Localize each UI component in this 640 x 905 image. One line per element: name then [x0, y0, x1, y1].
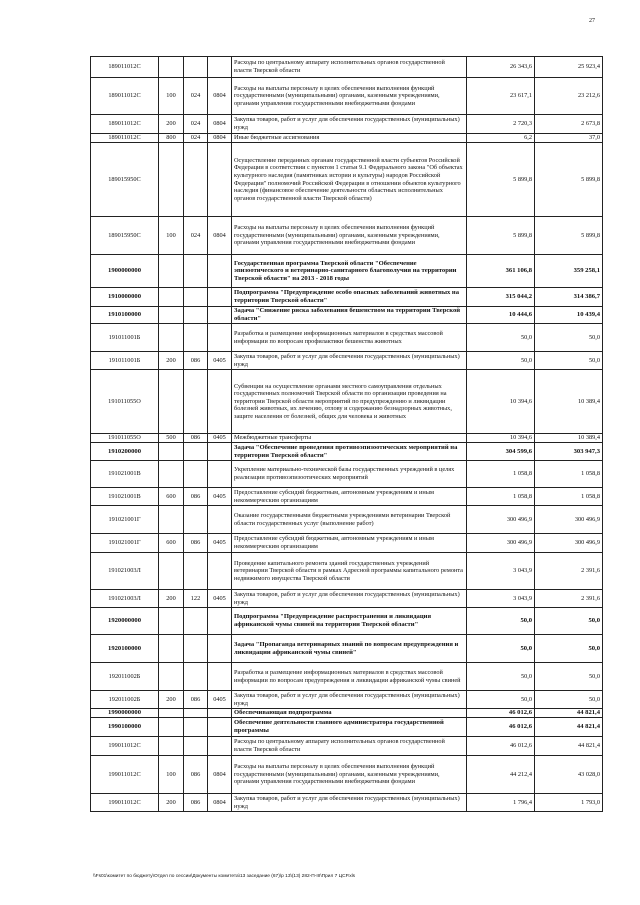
- table-row: [91, 590, 603, 608]
- amount-year-2: 44 821,4: [535, 737, 603, 756]
- target-article-code: 191021001Г: [91, 534, 159, 553]
- target-article-code: 189015950С: [91, 217, 159, 255]
- target-article-code: 191011055О: [91, 370, 159, 434]
- table-row: [91, 115, 603, 134]
- section-code: 0405: [208, 488, 232, 506]
- section-code: 0804: [208, 794, 232, 812]
- table-row: [91, 794, 603, 812]
- amount-year-2: 1 058,8: [535, 488, 603, 506]
- amount-year-1: 10 394,6: [467, 434, 535, 443]
- expense-type-code: [159, 461, 184, 488]
- expense-description: Субвенции на осуществление органами местного самоуправления отдельных государственных полномочий Тверской области по организации проведения на территории Тверской области мероприятий по предупреждению и ликвидации болезней животных, их лечению, отлову и содержанию безнадзорных животных, защите населения от болезней, общих для человека и животных: [232, 370, 467, 434]
- expense-type-code: [159, 663, 184, 691]
- expense-description: Оказание государственными бюджетными учреждениями ветеринарии Тверской области государственных услуг (выполнение работ): [232, 506, 467, 534]
- expense-description: Задача "Обеспечение проведения противоэпизоотических мероприятий на территории Тверской области": [232, 443, 467, 461]
- section-code: [208, 370, 232, 434]
- department-code: 024: [184, 78, 208, 115]
- expense-description: Проведение капитального ремонта зданий государственных учреждений ветеринарии Тверской области в рамках Адресной программы капитального ремонта недвижимого имущества Тверской области: [232, 553, 467, 590]
- section-code: [208, 635, 232, 663]
- department-code: 086: [184, 534, 208, 553]
- expense-type-code: 100: [159, 78, 184, 115]
- expense-type-code: 200: [159, 115, 184, 134]
- amount-year-2: 359 258,1: [535, 255, 603, 288]
- section-code: [208, 324, 232, 352]
- target-article-code: 1990100000: [91, 718, 159, 737]
- expense-type-code: [159, 553, 184, 590]
- expense-description: Закупка товаров, работ и услуг для обеспечения государственных (муниципальных) нужд: [232, 352, 467, 370]
- expense-type-code: [159, 709, 184, 718]
- expense-type-code: [159, 635, 184, 663]
- amount-year-1: 46 012,6: [467, 709, 535, 718]
- target-article-code: 192011002Б: [91, 691, 159, 709]
- amount-year-2: 50,0: [535, 663, 603, 691]
- department-code: [184, 635, 208, 663]
- expense-type-code: [159, 370, 184, 434]
- amount-year-1: 50,0: [467, 663, 535, 691]
- department-code: [184, 143, 208, 217]
- amount-year-2: 314 386,7: [535, 288, 603, 307]
- department-code: 086: [184, 756, 208, 794]
- amount-year-1: 5 899,8: [467, 143, 535, 217]
- expense-type-code: 100: [159, 756, 184, 794]
- department-code: [184, 307, 208, 324]
- amount-year-1: 6,2: [467, 134, 535, 143]
- target-article-code: 199011012С: [91, 737, 159, 756]
- expense-type-code: [159, 324, 184, 352]
- amount-year-1: 3 043,9: [467, 590, 535, 608]
- amount-year-2: 1 058,8: [535, 461, 603, 488]
- amount-year-2: 50,0: [535, 691, 603, 709]
- table-row: [91, 534, 603, 553]
- section-code: [208, 461, 232, 488]
- expense-description: Задача "Снижение риска заболевания бешенством на территории Тверской области": [232, 307, 467, 324]
- expense-description: Межбюджетные трансферты: [232, 434, 467, 443]
- amount-year-2: 50,0: [535, 352, 603, 370]
- department-code: [184, 461, 208, 488]
- amount-year-1: 1 796,4: [467, 794, 535, 812]
- department-code: 024: [184, 217, 208, 255]
- department-code: [184, 57, 208, 78]
- amount-year-1: 50,0: [467, 352, 535, 370]
- amount-year-1: 26 343,6: [467, 57, 535, 78]
- target-article-code: 191021001Г: [91, 506, 159, 534]
- section-code: [208, 553, 232, 590]
- target-article-code: 1990000000: [91, 709, 159, 718]
- amount-year-1: 23 617,1: [467, 78, 535, 115]
- expense-description: Расходы на выплаты персоналу в целях обеспечения выполнения функций государственными (муниципальными) органами, казенными учреждениями, органами управления государственными внебюджетными фондами: [232, 217, 467, 255]
- expense-description: Обеспечение деятельности главного администратора государственной программы: [232, 718, 467, 737]
- department-code: [184, 255, 208, 288]
- section-code: [208, 57, 232, 78]
- expense-type-code: [159, 307, 184, 324]
- expense-description: Расходы на выплаты персоналу в целях обеспечения выполнения функций государственными (муниципальными) органами, казенными учреждениями, органами управления государственными внебюджетными фондами: [232, 756, 467, 794]
- expense-type-code: [159, 506, 184, 534]
- section-code: [208, 307, 232, 324]
- table-row: [91, 635, 603, 663]
- target-article-code: 189015950С: [91, 143, 159, 217]
- department-code: [184, 663, 208, 691]
- department-code: [184, 709, 208, 718]
- section-code: 0804: [208, 134, 232, 143]
- expense-description: Государственная программа Тверской области "Обеспечение эпизоотического и ветеринарно-санитарного благополучия на территории Тверской области" на 2013 - 2018 годы: [232, 255, 467, 288]
- expense-type-code: 600: [159, 534, 184, 553]
- expense-type-code: [159, 443, 184, 461]
- department-code: 024: [184, 134, 208, 143]
- table-row: [91, 506, 603, 534]
- amount-year-2: 303 947,3: [535, 443, 603, 461]
- expense-type-code: 500: [159, 434, 184, 443]
- expense-description: Предоставление субсидий бюджетным, автономным учреждениям и иным некоммерческим организациям: [232, 488, 467, 506]
- expense-description: Подпрограмма "Предупреждение особо опасных заболеваний животных на территории Тверской области": [232, 288, 467, 307]
- target-article-code: 189011012С: [91, 115, 159, 134]
- expense-description: Предоставление субсидий бюджетным, автономным учреждениям и иным некоммерческим организациям: [232, 534, 467, 553]
- department-code: 086: [184, 794, 208, 812]
- expense-description: Закупка товаров, работ и услуг для обеспечения государственных (муниципальных) нужд: [232, 590, 467, 608]
- expense-description: Обеспечивающая подпрограмма: [232, 709, 467, 718]
- amount-year-1: 50,0: [467, 324, 535, 352]
- amount-year-1: 315 044,2: [467, 288, 535, 307]
- target-article-code: 191011001Б: [91, 352, 159, 370]
- table-row: [91, 57, 603, 78]
- department-code: [184, 288, 208, 307]
- department-code: [184, 370, 208, 434]
- department-code: [184, 553, 208, 590]
- target-article-code: 189011012С: [91, 78, 159, 115]
- amount-year-1: 1 058,8: [467, 488, 535, 506]
- table-row: [91, 737, 603, 756]
- table-row: [91, 709, 603, 718]
- target-article-code: 191021003Л: [91, 590, 159, 608]
- amount-year-2: 5 899,8: [535, 143, 603, 217]
- department-code: [184, 324, 208, 352]
- amount-year-2: 300 496,9: [535, 506, 603, 534]
- amount-year-2: 50,0: [535, 608, 603, 635]
- expense-description: Закупка товаров, работ и услуг для обеспечения государственных (муниципальных) нужд: [232, 794, 467, 812]
- amount-year-1: 304 599,6: [467, 443, 535, 461]
- expense-type-code: 800: [159, 134, 184, 143]
- department-code: 086: [184, 691, 208, 709]
- department-code: 086: [184, 434, 208, 443]
- amount-year-2: 2 391,6: [535, 553, 603, 590]
- page-number: 27: [589, 18, 595, 24]
- table-row: [91, 370, 603, 434]
- section-code: [208, 608, 232, 635]
- section-code: 0804: [208, 217, 232, 255]
- table-row: [91, 307, 603, 324]
- table-row: [91, 553, 603, 590]
- table-row: [91, 718, 603, 737]
- amount-year-2: 10 389,4: [535, 370, 603, 434]
- amount-year-1: 2 720,3: [467, 115, 535, 134]
- expense-description: Разработка и размещение информационных материалов в средствах массовой информации по вопросам профилактики бешенства животных: [232, 324, 467, 352]
- expense-type-code: 200: [159, 794, 184, 812]
- target-article-code: 189011012С: [91, 134, 159, 143]
- footer-file-path: \\Fs01\комитет по бюджету\Отдел по сессии\Документы комитета\13 заседание (67)\р 13\(13) 282-П-III\Прил 7 ЦСР.xls: [93, 874, 356, 879]
- section-code: [208, 443, 232, 461]
- table-row: [91, 324, 603, 352]
- target-article-code: 191021001В: [91, 461, 159, 488]
- amount-year-1: 10 444,6: [467, 307, 535, 324]
- table-row: [91, 288, 603, 307]
- table-row: [91, 134, 603, 143]
- expense-description: Расходы по центральному аппарату исполнительных органов государственной власти Тверской области: [232, 57, 467, 78]
- section-code: 0405: [208, 352, 232, 370]
- expense-type-code: [159, 57, 184, 78]
- target-article-code: 1920100000: [91, 635, 159, 663]
- amount-year-2: 43 028,0: [535, 756, 603, 794]
- target-article-code: 1910000000: [91, 288, 159, 307]
- expense-description: Подпрограмма "Предупреждение распространения и ликвидация африканской чумы свиней на территории Тверской области": [232, 608, 467, 635]
- expense-type-code: 200: [159, 590, 184, 608]
- amount-year-1: 50,0: [467, 635, 535, 663]
- amount-year-1: 44 212,4: [467, 756, 535, 794]
- table-row: [91, 691, 603, 709]
- expense-type-code: [159, 608, 184, 635]
- amount-year-1: 300 496,9: [467, 534, 535, 553]
- department-code: 122: [184, 590, 208, 608]
- amount-year-1: 300 496,9: [467, 506, 535, 534]
- target-article-code: 191021003Л: [91, 553, 159, 590]
- department-code: [184, 443, 208, 461]
- amount-year-2: 300 496,9: [535, 534, 603, 553]
- expense-description: Закупка товаров, работ и услуг для обеспечения государственных (муниципальных) нужд: [232, 115, 467, 134]
- amount-year-2: 23 212,6: [535, 78, 603, 115]
- expense-description: Разработка и размещение информационных материалов в средствах массовой информации по вопросам предупреждения и ликвидации африканской чумы свиней: [232, 663, 467, 691]
- department-code: [184, 608, 208, 635]
- amount-year-2: 1 793,0: [535, 794, 603, 812]
- target-article-code: 199011012С: [91, 794, 159, 812]
- table-row: [91, 434, 603, 443]
- amount-year-1: 3 043,9: [467, 553, 535, 590]
- section-code: 0405: [208, 691, 232, 709]
- expense-description: Расходы по центральному аппарату исполнительных органов государственной власти Тверской области: [232, 737, 467, 756]
- section-code: 0405: [208, 590, 232, 608]
- amount-year-2: 10 439,4: [535, 307, 603, 324]
- target-article-code: 199011012С: [91, 756, 159, 794]
- expense-description: Задача "Пропаганда ветеринарных знаний по вопросам предупреждения и ликвидации африканской чумы свиней": [232, 635, 467, 663]
- table-row: [91, 143, 603, 217]
- department-code: 086: [184, 352, 208, 370]
- table-row: [91, 461, 603, 488]
- amount-year-2: 25 923,4: [535, 57, 603, 78]
- expense-type-code: [159, 718, 184, 737]
- amount-year-1: 10 394,6: [467, 370, 535, 434]
- amount-year-2: 2 673,8: [535, 115, 603, 134]
- table-row: [91, 608, 603, 635]
- table-row: [91, 352, 603, 370]
- expense-description: Закупка товаров, работ и услуг для обеспечения государственных (муниципальных) нужд: [232, 691, 467, 709]
- amount-year-1: 50,0: [467, 691, 535, 709]
- expense-description: Иные бюджетные ассигнования: [232, 134, 467, 143]
- section-code: [208, 143, 232, 217]
- expense-type-code: [159, 288, 184, 307]
- expense-description: Осуществление переданных органам государственной власти субъектов Российской Федерации в соответствии с пунктом 1 статьи 9.1 Федерального закона "Об объектах культурного наследия (памятниках истории и культуры) народов Российской Федерации" полномочий Российской Федерации в отношении объектов культурного наследия (финансовое обеспечение деятельности областных исполнительных органов государственной власти Тверской области): [232, 143, 467, 217]
- expense-type-code: [159, 143, 184, 217]
- section-code: [208, 663, 232, 691]
- table-row: [91, 443, 603, 461]
- target-article-code: 189011012С: [91, 57, 159, 78]
- amount-year-2: 5 899,8: [535, 217, 603, 255]
- expense-type-code: 600: [159, 488, 184, 506]
- expense-type-code: [159, 737, 184, 756]
- amount-year-2: 37,0: [535, 134, 603, 143]
- table-row: [91, 217, 603, 255]
- amount-year-2: 50,0: [535, 324, 603, 352]
- section-code: [208, 506, 232, 534]
- amount-year-2: 10 389,4: [535, 434, 603, 443]
- target-article-code: 192011002Б: [91, 663, 159, 691]
- section-code: [208, 255, 232, 288]
- table-row: [91, 78, 603, 115]
- amount-year-1: 46 012,6: [467, 718, 535, 737]
- table-row: [91, 663, 603, 691]
- expense-type-code: 100: [159, 217, 184, 255]
- section-code: 0804: [208, 115, 232, 134]
- target-article-code: 191021001В: [91, 488, 159, 506]
- target-article-code: 1900000000: [91, 255, 159, 288]
- department-code: [184, 718, 208, 737]
- amount-year-2: 44 821,4: [535, 718, 603, 737]
- expense-type-code: 200: [159, 352, 184, 370]
- section-code: 0405: [208, 434, 232, 443]
- amount-year-2: 50,0: [535, 635, 603, 663]
- target-article-code: 1920000000: [91, 608, 159, 635]
- expense-type-code: 200: [159, 691, 184, 709]
- table-row: [91, 488, 603, 506]
- amount-year-1: 46 012,6: [467, 737, 535, 756]
- table-row: [91, 255, 603, 288]
- expense-description: Укрепление материально-технической базы государственных учреждений в целях реализации противоэпизоотических мероприятий: [232, 461, 467, 488]
- target-article-code: 191011001Б: [91, 324, 159, 352]
- amount-year-2: 2 391,6: [535, 590, 603, 608]
- section-code: 0804: [208, 756, 232, 794]
- budget-table: [90, 56, 603, 812]
- amount-year-1: 361 106,8: [467, 255, 535, 288]
- amount-year-1: 5 899,8: [467, 217, 535, 255]
- section-code: [208, 737, 232, 756]
- department-code: [184, 737, 208, 756]
- target-article-code: 191011055О: [91, 434, 159, 443]
- department-code: [184, 506, 208, 534]
- target-article-code: 1910100000: [91, 307, 159, 324]
- expense-type-code: [159, 255, 184, 288]
- section-code: 0405: [208, 534, 232, 553]
- section-code: [208, 718, 232, 737]
- table-row: [91, 756, 603, 794]
- department-code: 086: [184, 488, 208, 506]
- amount-year-2: 44 821,4: [535, 709, 603, 718]
- department-code: 024: [184, 115, 208, 134]
- expense-description: Расходы на выплаты персоналу в целях обеспечения выполнения функций государственными (муниципальными) органами, казенными учреждениями, органами управления государственными внебюджетными фондами: [232, 78, 467, 115]
- target-article-code: 1910200000: [91, 443, 159, 461]
- amount-year-1: 50,0: [467, 608, 535, 635]
- section-code: [208, 288, 232, 307]
- section-code: 0804: [208, 78, 232, 115]
- section-code: [208, 709, 232, 718]
- amount-year-1: 1 058,8: [467, 461, 535, 488]
